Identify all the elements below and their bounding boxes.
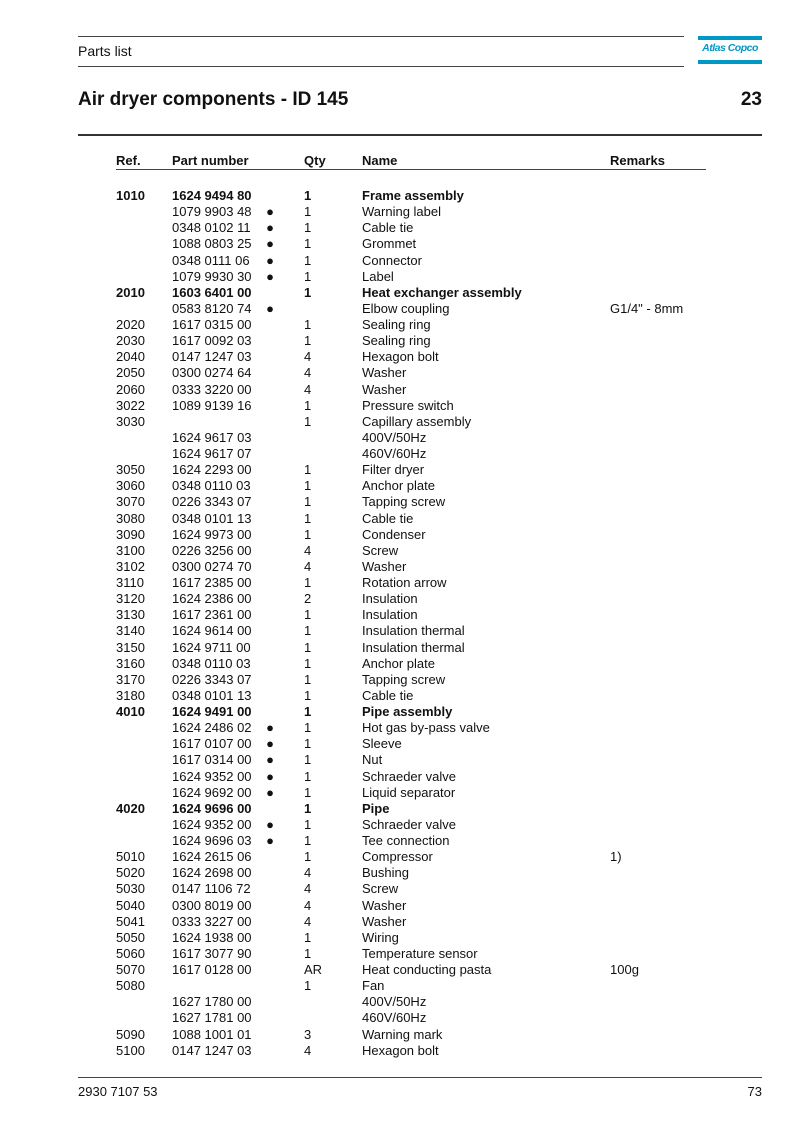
ref-cell: 5010 (116, 849, 145, 865)
qty-cell: 1 (304, 671, 312, 687)
qty-cell: 4 (304, 913, 312, 929)
qty-cell: 1 (304, 816, 312, 832)
name-cell: Tapping screw (362, 494, 446, 510)
name-cell: Insulation thermal (362, 639, 465, 655)
part-number-cell: 1617 3077 90 (172, 945, 252, 961)
ref-cell: 2010 (116, 284, 145, 300)
ref-cell: 3120 (116, 591, 145, 607)
qty-cell: 1 (304, 720, 312, 736)
table-row (0, 946, 800, 962)
logo-top-bar (698, 36, 762, 40)
part-number-cell: 1617 0315 00 (172, 317, 252, 332)
name-cell: Sealing ring (362, 333, 431, 349)
ref-cell: 3180 (116, 687, 145, 703)
part-number-cell: 0226 3343 07 (172, 671, 252, 687)
qty-cell: 1 (304, 784, 312, 800)
table-row (0, 543, 800, 559)
table-row (0, 994, 800, 1010)
ref-cell: 2020 (116, 317, 145, 332)
part-number-cell: 1627 1781 00 (172, 1010, 252, 1026)
ref-cell: 3030 (116, 413, 145, 429)
table-row (0, 398, 800, 414)
footer-rule (78, 1077, 762, 1078)
bullet-icon: ● (266, 204, 274, 220)
part-number-cell: 1088 0803 25 (172, 236, 252, 252)
name-cell: Hexagon bolt (362, 1042, 439, 1058)
table-row (0, 881, 800, 897)
table-row (0, 511, 800, 527)
column-header-qty: Qty (304, 153, 326, 168)
name-cell: Screw (362, 542, 399, 558)
name-cell: 460V/60Hz (362, 1010, 427, 1026)
name-cell: Rotation arrow (362, 575, 447, 590)
ref-cell: 5020 (116, 865, 145, 881)
name-cell: Heat exchanger assembly (362, 284, 522, 300)
qty-cell: 1 (304, 736, 312, 752)
part-number-cell: 1624 9696 03 (172, 833, 252, 848)
name-cell: Liquid separator (362, 784, 456, 800)
ref-cell: 3022 (116, 397, 145, 413)
qty-cell: 4 (304, 1042, 312, 1058)
qty-cell: 1 (304, 252, 312, 268)
part-number-cell: 1624 9352 00 (172, 768, 252, 784)
table-row (0, 785, 800, 801)
part-number-cell: 0348 0111 06 (172, 252, 250, 268)
name-cell: Anchor plate (362, 478, 435, 494)
qty-cell: 1 (304, 204, 312, 220)
part-number-cell: 0348 0102 11 (172, 220, 251, 236)
part-number-cell: 1624 9352 00 (172, 816, 252, 832)
table-row (0, 833, 800, 849)
column-header-rule (116, 169, 706, 170)
qty-cell: 2 (304, 591, 312, 607)
table-row (0, 462, 800, 478)
ref-cell: 3080 (116, 510, 145, 526)
header-bottom-rule (78, 66, 684, 67)
name-cell: Schraeder valve (362, 816, 456, 832)
part-number-cell: 0348 0101 13 (172, 510, 252, 526)
ref-cell: 4010 (116, 704, 145, 719)
qty-cell: 1 (304, 575, 312, 590)
name-cell: Washer (362, 381, 407, 397)
part-number-cell: 0300 0274 70 (172, 558, 252, 574)
table-row (0, 817, 800, 833)
name-cell: Schraeder valve (362, 768, 456, 784)
ref-cell: 5041 (116, 913, 145, 929)
table-row (0, 591, 800, 607)
footer-doc-number: 2930 7107 53 (78, 1084, 158, 1099)
logo-bottom-bar (698, 60, 762, 64)
name-cell: Grommet (362, 236, 417, 252)
table-row (0, 188, 800, 204)
qty-cell: 1 (304, 268, 312, 284)
ref-cell: 3050 (116, 462, 145, 478)
table-row (0, 1027, 800, 1043)
part-number-cell: 0226 3343 07 (172, 494, 252, 510)
ref-cell: 3100 (116, 542, 145, 558)
part-number-cell: 1624 9491 00 (172, 704, 252, 719)
table-row (0, 769, 800, 785)
qty-cell: 1 (304, 929, 312, 945)
qty-cell: 4 (304, 881, 312, 897)
qty-cell: 1 (304, 478, 312, 494)
name-cell: Tapping screw (362, 671, 446, 687)
table-row (0, 285, 800, 301)
part-number-cell: 1624 9973 00 (172, 526, 252, 542)
table-row (0, 801, 800, 817)
name-cell: Elbow coupling (362, 300, 450, 316)
table-row (0, 269, 800, 285)
ref-cell: 3170 (116, 671, 145, 687)
qty-cell: 4 (304, 381, 312, 397)
ref-cell: 3090 (116, 526, 145, 542)
part-number-cell: 1617 0107 00 (172, 736, 252, 752)
name-cell: Sleeve (362, 736, 402, 752)
bullet-icon: ● (266, 816, 274, 832)
ref-cell: 3060 (116, 478, 145, 494)
column-header-part-number: Part number (172, 153, 249, 168)
part-number-cell: 0583 8120 74 (172, 300, 252, 316)
table-row (0, 365, 800, 381)
name-cell: Anchor plate (362, 655, 435, 671)
qty-cell: 4 (304, 865, 312, 881)
name-cell: Pipe assembly (362, 704, 453, 719)
ref-cell: 3160 (116, 655, 145, 671)
qty-cell: AR (304, 962, 323, 977)
section-number: 23 (740, 89, 762, 110)
name-cell: Label (362, 268, 394, 284)
table-row (0, 333, 800, 349)
part-number-cell: 1617 2361 00 (172, 607, 252, 623)
ref-cell: 5040 (116, 897, 145, 913)
name-cell: Hexagon bolt (362, 349, 439, 365)
ref-cell: 3070 (116, 494, 145, 510)
qty-cell: 1 (304, 833, 312, 848)
table-row (0, 430, 800, 446)
qty-cell: 3 (304, 1026, 312, 1042)
ref-cell: 5090 (116, 1026, 145, 1042)
ref-cell: 2060 (116, 381, 145, 397)
table-row (0, 446, 800, 462)
qty-cell: 1 (304, 687, 312, 703)
table-row (0, 1010, 800, 1026)
qty-cell: 1 (304, 236, 312, 252)
table-row (0, 236, 800, 252)
qty-cell: 4 (304, 365, 312, 381)
part-number-cell: 1624 2386 00 (172, 591, 252, 607)
ref-cell: 3140 (116, 623, 145, 639)
name-cell: Tee connection (362, 833, 450, 848)
name-cell: Insulation (362, 591, 418, 607)
bullet-icon: ● (266, 752, 274, 768)
remarks-cell: G1/4" - 8mm (610, 300, 684, 316)
name-cell: Filter dryer (362, 462, 425, 478)
table-row (0, 253, 800, 269)
qty-cell: 4 (304, 349, 312, 365)
table-row (0, 527, 800, 543)
table-row (0, 414, 800, 430)
part-number-cell: 1089 9139 16 (172, 397, 252, 413)
part-number-cell: 1624 9692 00 (172, 784, 252, 800)
table-row (0, 575, 800, 591)
table-row (0, 317, 800, 333)
qty-cell: 1 (304, 623, 312, 639)
bullet-icon: ● (266, 768, 274, 784)
header-section-label: Parts list (78, 43, 132, 59)
table-row (0, 930, 800, 946)
qty-cell: 1 (304, 333, 312, 349)
bullet-icon: ● (266, 236, 274, 252)
name-cell: Temperature sensor (362, 945, 478, 961)
part-number-cell: 0226 3256 00 (172, 542, 252, 558)
name-cell: Pressure switch (362, 397, 454, 413)
ref-cell: 5080 (116, 978, 145, 994)
name-cell: Nut (362, 752, 383, 768)
table-row (0, 978, 800, 994)
part-number-cell: 0147 1247 03 (172, 1042, 252, 1058)
table-row (0, 688, 800, 704)
name-cell: Connector (362, 252, 422, 268)
part-number-cell: 1603 6401 00 (172, 284, 252, 300)
ref-cell: 2040 (116, 349, 145, 365)
qty-cell: 1 (304, 655, 312, 671)
qty-cell: 1 (304, 607, 312, 623)
ref-cell: 5030 (116, 881, 145, 897)
ref-cell: 1010 (116, 188, 145, 203)
qty-cell: 1 (304, 220, 312, 236)
qty-cell: 1 (304, 413, 312, 429)
section-rule (78, 134, 762, 136)
name-cell: Hot gas by-pass valve (362, 720, 490, 736)
qty-cell: 1 (304, 752, 312, 768)
name-cell: Condenser (362, 526, 426, 542)
part-number-cell: 1617 2385 00 (172, 575, 252, 590)
name-cell: Washer (362, 897, 407, 913)
qty-cell: 1 (304, 849, 312, 865)
name-cell: Washer (362, 365, 407, 381)
name-cell: 400V/50Hz (362, 994, 427, 1010)
qty-cell: 1 (304, 494, 312, 510)
part-number-cell: 1617 0092 03 (172, 333, 252, 349)
table-row (0, 623, 800, 639)
qty-cell: 1 (304, 397, 312, 413)
name-cell: Cable tie (362, 220, 414, 236)
name-cell: Screw (362, 881, 399, 897)
part-number-cell: 1624 2615 06 (172, 849, 252, 865)
qty-cell: 1 (304, 188, 312, 203)
table-row (0, 962, 800, 978)
qty-cell: 1 (304, 526, 312, 542)
part-number-cell: 0348 0110 03 (172, 655, 251, 671)
name-cell: Warning label (362, 204, 442, 220)
bullet-icon: ● (266, 833, 274, 848)
table-row (0, 204, 800, 220)
part-number-cell: 1617 0128 00 (172, 962, 252, 977)
part-number-cell: 1624 9614 00 (172, 623, 252, 639)
remarks-cell: 1) (610, 849, 622, 865)
table-row (0, 849, 800, 865)
qty-cell: 1 (304, 510, 312, 526)
name-cell: Washer (362, 558, 407, 574)
bullet-icon: ● (266, 268, 274, 284)
name-cell: 460V/60Hz (362, 446, 427, 461)
qty-cell: 1 (304, 284, 312, 300)
table-row (0, 736, 800, 752)
part-number-cell: 1617 0314 00 (172, 752, 252, 768)
part-number-cell: 1627 1780 00 (172, 994, 252, 1010)
name-cell: Insulation thermal (362, 623, 465, 639)
part-number-cell: 1624 9711 00 (172, 639, 251, 655)
part-number-cell: 1088 1001 01 (172, 1026, 252, 1042)
table-row (0, 607, 800, 623)
part-number-cell: 0333 3220 00 (172, 381, 252, 397)
remarks-cell: 100g (610, 962, 639, 977)
part-number-cell: 1624 2486 02 (172, 720, 252, 736)
table-row (0, 865, 800, 881)
qty-cell: 1 (304, 317, 312, 332)
part-number-cell: 1624 9696 00 (172, 800, 252, 816)
part-number-cell: 0333 3227 00 (172, 913, 252, 929)
part-number-cell: 0348 0110 03 (172, 478, 251, 494)
table-row (0, 656, 800, 672)
table-row (0, 382, 800, 398)
qty-cell: 1 (304, 768, 312, 784)
part-number-cell: 1624 1938 00 (172, 929, 252, 945)
name-cell: Wiring (362, 929, 399, 945)
ref-cell: 3130 (116, 607, 145, 623)
table-row (0, 752, 800, 768)
parts-table (0, 188, 800, 1059)
qty-cell: 4 (304, 897, 312, 913)
ref-cell: 2050 (116, 365, 145, 381)
bullet-icon: ● (266, 736, 274, 752)
name-cell: Washer (362, 913, 407, 929)
qty-cell: 1 (304, 639, 312, 655)
table-row (0, 704, 800, 720)
bullet-icon: ● (266, 720, 274, 736)
ref-cell: 5100 (116, 1042, 145, 1058)
table-row (0, 1043, 800, 1059)
section-title: Air dryer components - ID 145 (78, 89, 349, 110)
ref-cell: 4020 (116, 800, 145, 816)
table-row (0, 914, 800, 930)
header-top-rule (78, 36, 684, 37)
part-number-cell: 0147 1247 03 (172, 349, 252, 365)
part-number-cell: 0147 1106 72 (172, 881, 251, 897)
part-number-cell: 1079 9903 48 (172, 204, 252, 220)
name-cell: Insulation (362, 607, 418, 623)
qty-cell: 1 (304, 800, 312, 816)
part-number-cell: 0300 0274 64 (172, 365, 252, 381)
bullet-icon: ● (266, 220, 274, 236)
part-number-cell: 0348 0101 13 (172, 687, 252, 703)
name-cell: Cable tie (362, 687, 414, 703)
bullet-icon: ● (266, 252, 274, 268)
atlas-copco-logo (698, 36, 762, 66)
ref-cell: 3110 (116, 575, 144, 590)
table-row (0, 494, 800, 510)
name-cell: Capillary assembly (362, 413, 472, 429)
ref-cell: 5050 (116, 929, 145, 945)
name-cell: Frame assembly (362, 188, 464, 203)
column-header-remarks: Remarks (610, 153, 665, 168)
table-row (0, 672, 800, 688)
part-number-cell: 1079 9930 30 (172, 268, 252, 284)
ref-cell: 5070 (116, 962, 145, 977)
part-number-cell: 1624 9617 03 (172, 429, 252, 445)
table-row (0, 301, 800, 317)
table-row (0, 559, 800, 575)
bullet-icon: ● (266, 300, 274, 316)
column-header-name: Name (362, 153, 398, 168)
name-cell: Pipe (362, 800, 390, 816)
table-row (0, 720, 800, 736)
table-row (0, 898, 800, 914)
part-number-cell: 0300 8019 00 (172, 897, 252, 913)
table-row (0, 478, 800, 494)
name-cell: Sealing ring (362, 317, 431, 332)
qty-cell: 1 (304, 704, 312, 719)
part-number-cell: 1624 2698 00 (172, 865, 252, 881)
name-cell: Warning mark (362, 1026, 443, 1042)
name-cell: Heat conducting pasta (362, 962, 492, 977)
part-number-cell: 1624 9494 80 (172, 188, 252, 203)
logo-text: Atlas Copco (702, 42, 758, 54)
footer-page-number: 73 (747, 1084, 762, 1099)
part-number-cell: 1624 2293 00 (172, 462, 252, 478)
table-row (0, 640, 800, 656)
name-cell: Bushing (362, 865, 409, 881)
qty-cell: 1 (304, 945, 312, 961)
ref-cell: 5060 (116, 945, 145, 961)
name-cell: Compressor (362, 849, 433, 865)
column-header-ref: Ref. (116, 153, 141, 168)
qty-cell: 4 (304, 542, 312, 558)
ref-cell: 3102 (116, 558, 145, 574)
qty-cell: 1 (304, 978, 312, 994)
part-number-cell: 1624 9617 07 (172, 446, 252, 461)
bullet-icon: ● (266, 784, 274, 800)
ref-cell: 2030 (116, 333, 145, 349)
table-row (0, 220, 800, 236)
qty-cell: 1 (304, 462, 312, 478)
ref-cell: 3150 (116, 639, 145, 655)
name-cell: 400V/50Hz (362, 429, 427, 445)
name-cell: Fan (362, 978, 385, 994)
table-row (0, 349, 800, 365)
qty-cell: 4 (304, 558, 312, 574)
name-cell: Cable tie (362, 510, 414, 526)
